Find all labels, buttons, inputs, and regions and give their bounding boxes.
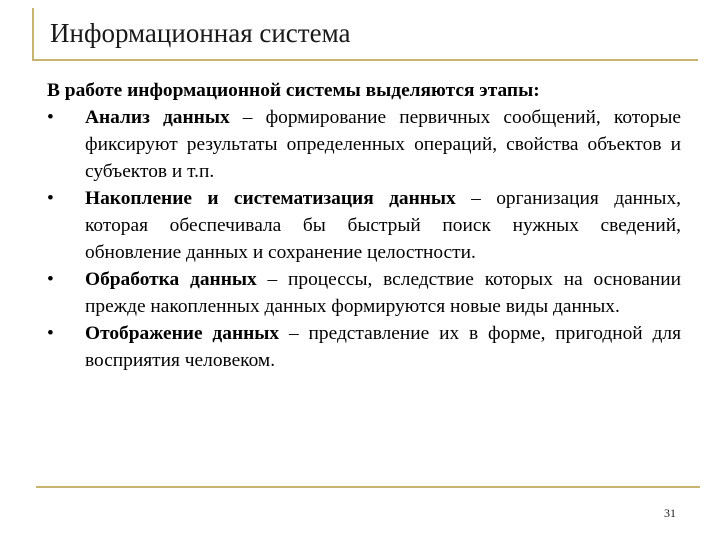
list-item-processing: [47, 266, 681, 320]
item-term: Накопление и систематизация данных: [85, 188, 456, 209]
list-item-display: [47, 320, 681, 374]
item-term: Отображение данных: [85, 323, 280, 344]
footer-rule: [36, 486, 700, 488]
item-description: – процессы, вследствие которых на основании прежде накопленных данных формируются новые виды данных.: [85, 269, 681, 317]
slide-content: [47, 77, 681, 374]
list-item-analysis: [47, 104, 681, 185]
item-term: Анализ данных: [85, 107, 230, 128]
bullet-marker: •: [47, 269, 54, 290]
page-number: 31: [664, 506, 676, 520]
item-description: – представление их в форме, пригодной для восприятия человеком.: [85, 323, 681, 371]
title-underline-rule: [32, 59, 698, 61]
item-term: Обработка данных: [85, 269, 257, 290]
bullet-marker: •: [47, 107, 54, 128]
list-item-accumulation: [47, 185, 681, 266]
bullet-marker: •: [47, 188, 54, 209]
bullet-marker: •: [47, 323, 54, 344]
item-description: – формирование первичных сообщений, которые фиксируют результаты определенных операций, свойства объектов и субъектов и т.п.: [85, 107, 681, 182]
slide-title: Информационная система: [50, 18, 351, 48]
intro-text: В работе информационной системы выделяются этапы:: [47, 80, 540, 101]
title-vertical-rule: [32, 8, 34, 60]
item-description: – организация данных, которая обеспечивала бы быстрый поиск нужных сведений, обновление данных и сохранение целостности.: [85, 188, 681, 263]
